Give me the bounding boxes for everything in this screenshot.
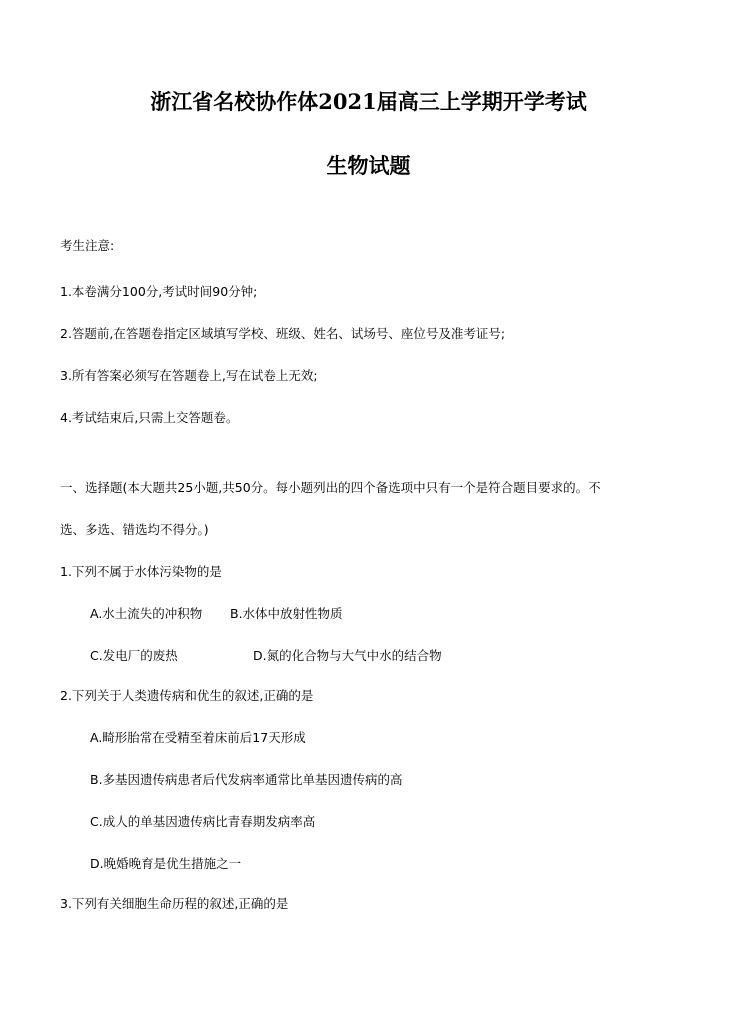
section-heading-continued: 选、多选、错选均不得分。) xyxy=(60,522,209,537)
option-c: C.发电厂的废热 xyxy=(90,648,178,663)
notice-item: 2.答题前,在答题卷指定区域填写学校、班级、姓名、试场号、座位号及准考证号; xyxy=(60,326,506,341)
notice-heading: 考生注意: xyxy=(60,238,115,253)
option-b: B.水体中放射性物质 xyxy=(230,606,343,621)
question-stem: 1.下列不属于水体污染物的是 xyxy=(60,564,222,579)
section-heading: 一、选择题(本大题共25小题,共50分。每小题列出的四个备选项中只有一个是符合题目要求的。不 xyxy=(60,480,601,495)
option-b: B.多基因遗传病患者后代发病率通常比单基因遗传病的高 xyxy=(90,772,403,787)
notice-item: 4.考试结束后,只需上交答题卷。 xyxy=(60,410,239,425)
option-d: D.氮的化合物与大气中水的结合物 xyxy=(253,648,442,663)
option-a: A.畸形胎常在受精至着床前后17天形成 xyxy=(90,730,306,745)
exam-title: 浙江省名校协作体2021届高三上学期开学考试 xyxy=(150,89,587,114)
option-d: D.晚婚晚育是优生措施之一 xyxy=(90,856,242,871)
notice-item: 1.本卷满分100分,考试时间90分钟; xyxy=(60,284,258,299)
question-stem: 3.下列有关细胞生命历程的叙述,正确的是 xyxy=(60,896,289,911)
exam-subject: 生物试题 xyxy=(326,153,411,178)
option-c: C.成人的单基因遗传病比青春期发病率高 xyxy=(90,814,316,829)
notice-item: 3.所有答案必须写在答题卷上,写在试卷上无效; xyxy=(60,368,318,383)
question-stem: 2.下列关于人类遗传病和优生的叙述,正确的是 xyxy=(60,688,314,703)
option-a: A.水土流失的冲积物 xyxy=(90,606,203,621)
